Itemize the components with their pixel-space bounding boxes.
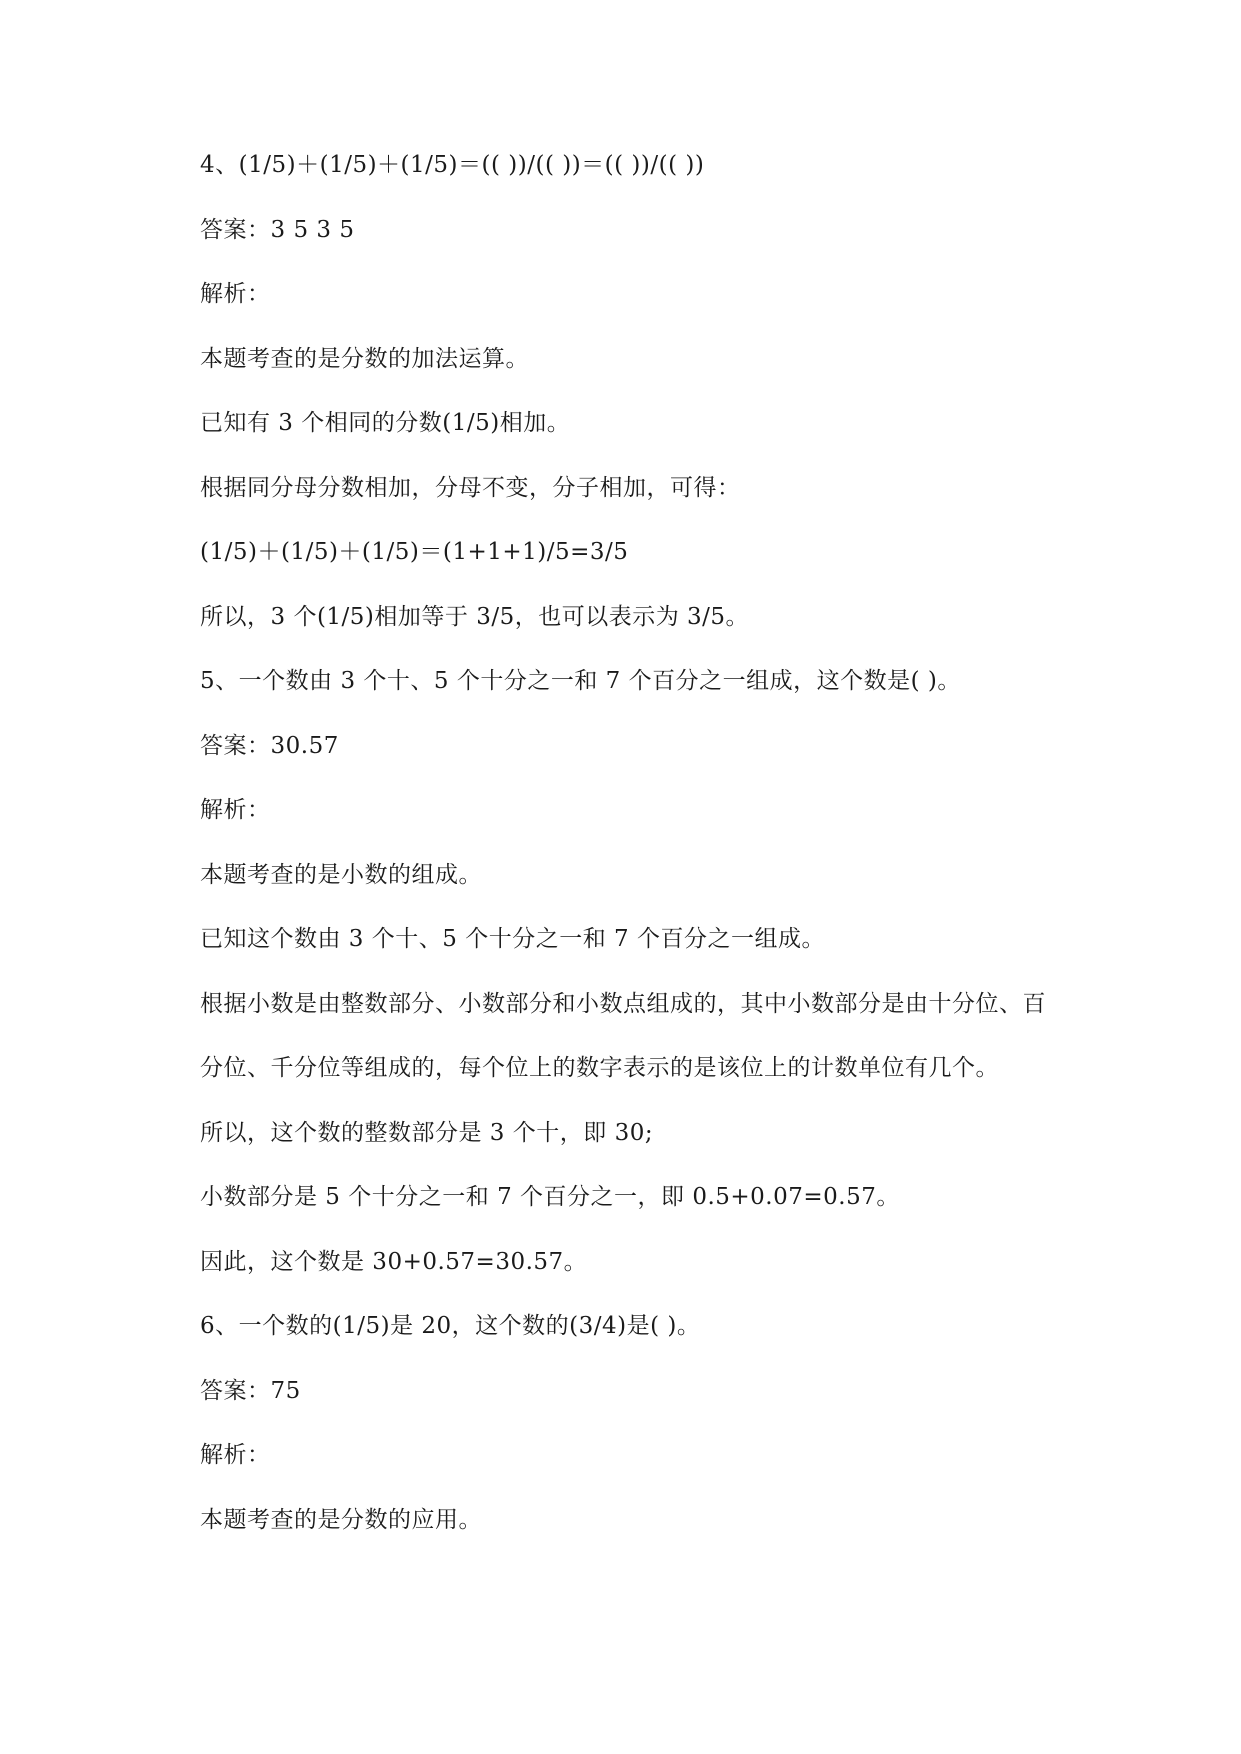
analysis-5-line-4: 分位、千分位等组成的，每个位上的数字表示的是该位上的计数单位有几个。 bbox=[200, 1055, 999, 1081]
analysis-6-line-1: 本题考查的是分数的应用。 bbox=[200, 1507, 482, 1533]
analysis-5-line-2: 已知这个数由 3 个十、5 个十分之一和 7 个百分之一组成。 bbox=[200, 926, 825, 952]
analysis-label-4: 解析： bbox=[200, 281, 271, 307]
analysis-5-line-3: 根据小数是由整数部分、小数部分和小数点组成的，其中小数部分是由十分位、百 bbox=[200, 991, 1046, 1017]
analysis-5-line-6: 小数部分是 5 个十分之一和 7 个百分之一，即 0.5+0.07=0.57。 bbox=[200, 1184, 900, 1210]
analysis-5-line-5: 所以，这个数的整数部分是 3 个十，即 30; bbox=[200, 1120, 654, 1146]
question-6: 6、一个数的(1/5)是 20，这个数的(3/4)是( )。 bbox=[200, 1313, 701, 1339]
question-4: 4、(1/5)＋(1/5)＋(1/5)＝(( ))/(( ))＝(( ))/(( )) bbox=[200, 152, 705, 178]
analysis-4-conclusion: 所以，3 个(1/5)相加等于 3/5，也可以表示为 3/5。 bbox=[200, 604, 750, 630]
answer-4: 答案：3 5 3 5 bbox=[200, 217, 355, 243]
analysis-label-6: 解析： bbox=[200, 1442, 271, 1468]
analysis-4-line-3: 根据同分母分数相加，分母不变，分子相加，可得： bbox=[200, 475, 741, 501]
analysis-5-conclusion: 因此，这个数是 30+0.57=30.57。 bbox=[200, 1249, 588, 1275]
analysis-4-formula: (1/5)＋(1/5)＋(1/5)＝(1+1+1)/5=3/5 bbox=[200, 539, 629, 565]
analysis-4-line-1: 本题考查的是分数的加法运算。 bbox=[200, 346, 529, 372]
answer-6: 答案：75 bbox=[200, 1378, 301, 1404]
analysis-label-5: 解析： bbox=[200, 797, 271, 823]
analysis-5-line-1: 本题考查的是小数的组成。 bbox=[200, 862, 482, 888]
answer-5: 答案：30.57 bbox=[200, 733, 339, 759]
question-5: 5、一个数由 3 个十、5 个十分之一和 7 个百分之一组成，这个数是( )。 bbox=[200, 668, 961, 694]
analysis-4-line-2: 已知有 3 个相同的分数(1/5)相加。 bbox=[200, 410, 571, 436]
